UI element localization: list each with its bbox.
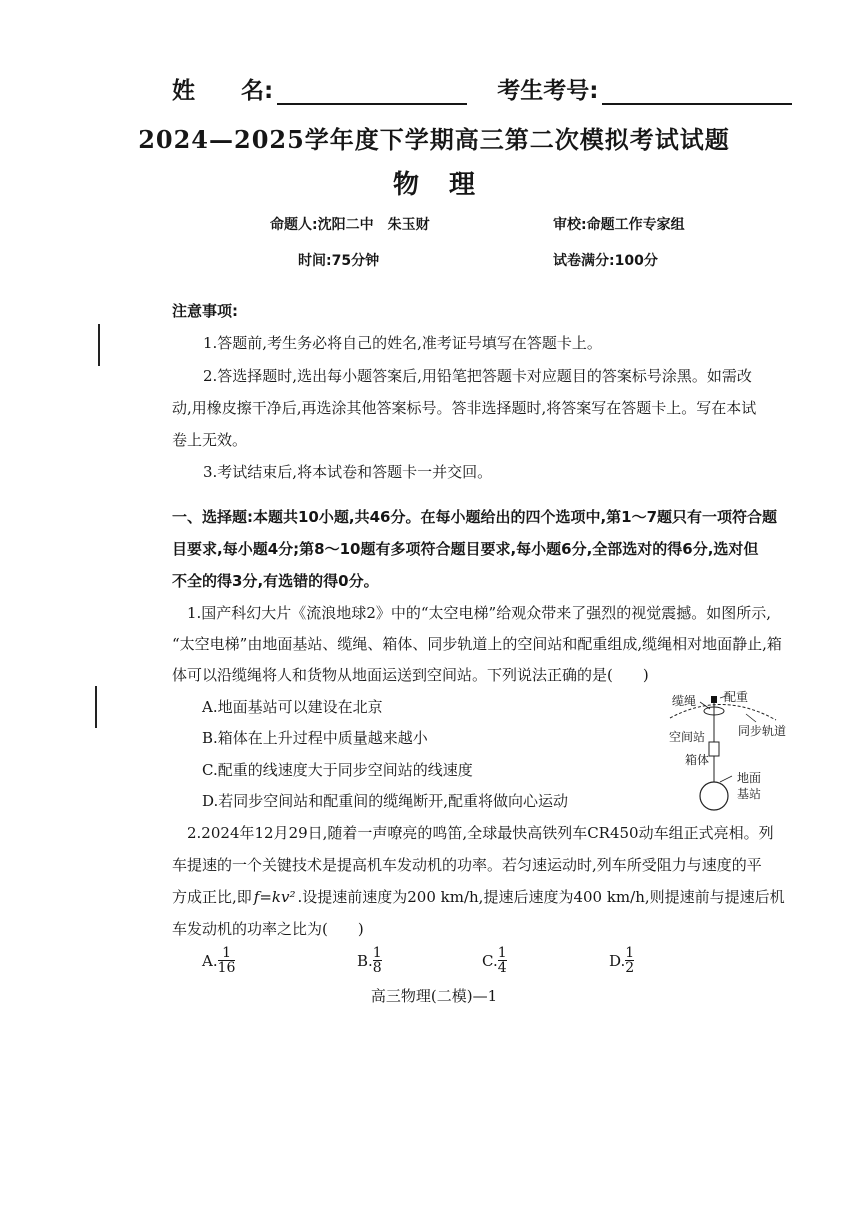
question-1-text: “太空电梯”由地面基站、缆绳、箱体、同步轨道上的空间站和配重组成,缆绳相对地面静止,箱 [172,635,782,653]
fraction [218,946,236,975]
elevator-box [709,742,719,756]
counterweight-block [711,696,717,703]
fraction [498,946,507,975]
question-2-text: 车提速的一个关键技术是提高机车发动机的功率。若匀速运动时,列车所受阻力与速度的平 [172,856,762,874]
section-heading: 目要求,每小题4分;第8～10题有多项符合题目要求,每小题6分,全部选对的得6分,选对但 [172,540,759,558]
question-2-option-b [357,946,382,975]
label-base-1: 地面 [737,771,762,785]
fraction [625,946,634,975]
notes-heading: 注意事项: [172,302,238,320]
drag-formula: f=kv² [253,888,296,906]
numerator: 1 [372,945,382,961]
reviewer: 审校:命题工作专家组 [553,217,685,233]
name-blank [277,81,467,105]
denominator: 4 [497,960,507,976]
earth-circle [700,782,728,810]
name-label: 姓 名: [172,78,274,104]
section-heading: 一、选择题:本题共10小题,共46分。在每小题给出的四个选项中,第1～7题只有一项符合题 [172,508,778,526]
question-1-text: 体可以沿缆绳将人和货物从地面运送到空间站。下列说法正确的是( ) [172,666,649,684]
label-counterweight: 配重 [724,690,749,704]
subject-title: 物理 [392,170,505,200]
label-base-2: 基站 [737,787,762,801]
note-item: 卷上无效。 [172,431,248,449]
option-label: D. [609,951,626,970]
scan-mark [98,324,100,366]
question-2-text: 车发动机的功率之比为( ) [172,920,364,938]
question-1-option-c: C.配重的线速度大于同步空间站的线速度 [202,761,473,779]
denominator: 2 [625,960,635,976]
question-2-text-a: 方成正比,即 [172,888,252,906]
page-footer: 高三物理(二模)—1 [370,987,498,1005]
question-2-option-c [482,946,507,975]
label-orbit: 同步轨道 [738,724,787,738]
question-2-option-d [609,946,634,975]
label-cable: 缆绳 [672,694,697,708]
option-label: A. [202,951,218,970]
exam-id-blank [602,81,792,105]
numerator: 1 [497,945,507,961]
option-label: C. [482,951,498,970]
numerator: 1 [625,945,635,961]
full-score: 试卷满分:100分 [553,253,658,269]
question-2-text: 2.2024年12月29日,随着一声嘹亮的鸣笛,全球最快高铁列车CR450动车组正式亮相。列 [187,824,774,842]
candidate-info-row [172,72,792,105]
question-1-option-b: B.箱体在上升过程中质量越来越小 [202,729,428,747]
note-item: 1.答题前,考生务必将自己的姓名,准考证号填写在答题卡上。 [203,334,602,352]
label-station: 空间站 [669,730,706,744]
question-1-option-a: A.地面基站可以建设在北京 [202,698,383,716]
option-label: B. [357,951,373,970]
base-leader [720,776,732,782]
numerator: 1 [222,945,231,961]
exam-time: 时间:75分钟 [298,253,380,269]
exam-title: 2024—2025学年度下学期高三第二次模拟考试试题 [138,125,730,154]
question-1-option-d: D.若同步空间站和配重间的缆绳断开,配重将做向心运动 [202,792,569,810]
note-item: 动,用橡皮擦干净后,再选涂其他答案标号。答非选择题时,将答案写在答题卡上。写在本试 [172,399,757,417]
exam-id-label: 考生考号: [497,78,599,104]
note-item: 3.考试结束后,将本试卷和答题卡一并交回。 [203,463,493,481]
section-heading: 不全的得3分,有选错的得0分。 [172,572,379,590]
question-2-text [172,886,785,907]
scan-mark [95,686,97,728]
author: 命题人:沈阳二中 朱玉财 [270,217,430,233]
fraction [373,946,382,975]
label-box: 箱体 [685,753,710,767]
denominator: 16 [217,960,236,976]
note-item: 2.答选择题时,选出每小题答案后,用铅笔把答题卡对应题目的答案标号涂黑。如需改 [203,367,752,385]
question-2-text-b: .设提速前速度为200 km/h,提速后速度为400 km/h,则提速前与提速后机 [297,888,785,906]
denominator: 8 [372,960,382,976]
orbit-leader [746,714,756,722]
question-2-option-a [202,946,235,975]
question-1-text: 1.国产科幻大片《流浪地球2》中的“太空电梯”给观众带来了强烈的视觉震撼。如图所示, [187,604,771,622]
